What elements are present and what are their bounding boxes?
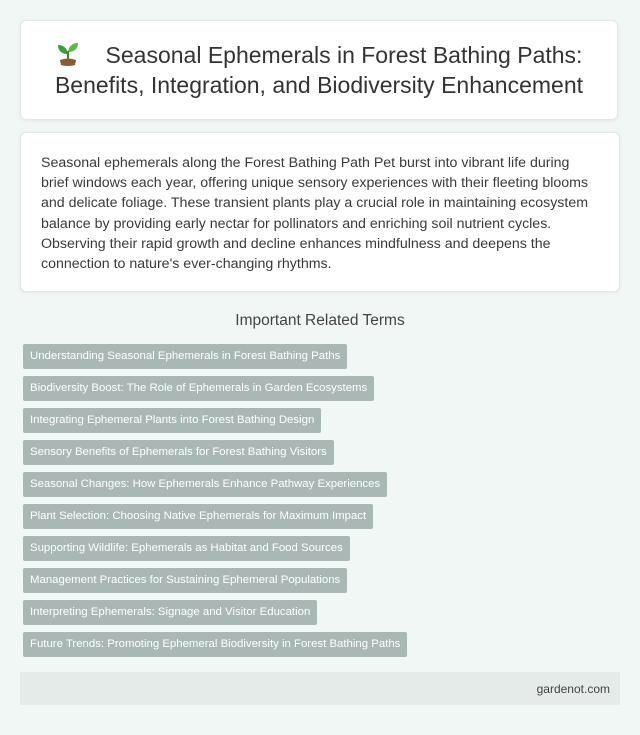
related-term-tag[interactable]: Interpreting Ephemerals: Signage and Visitor Education [23,600,317,625]
related-term-tag[interactable]: Biodiversity Boost: The Role of Ephemerals in Garden Ecosystems [23,376,374,401]
intro-card [20,132,620,292]
related-terms-heading: Important Related Terms [235,312,405,329]
related-term-tag[interactable]: Seasonal Changes: How Ephemerals Enhance Pathway Experiences [23,472,387,497]
page-title [21,40,617,100]
related-terms-list [23,344,623,664]
page-title-text: Seasonal Ephemerals in Forest Bathing Paths: Benefits, Integration, and Biodiversity Enhancement [54,42,584,98]
footer [20,672,620,705]
footer-site-name: gardenot.com [536,681,610,696]
related-term-tag[interactable]: Sensory Benefits of Ephemerals for Forest Bathing Visitors [23,440,334,465]
related-term-tag[interactable]: Management Practices for Sustaining Ephemeral Populations [23,568,347,593]
seedling-icon [56,41,80,67]
intro-paragraph: Seasonal ephemerals along the Forest Bathing Path Pet burst into vibrant life during brief windows each year, offering unique sensory experiences with their fleeting blooms and delicate foliage. These transient plants play a crucial role in maintaining ecosystem balance by providing early nectar for pollinators and enriching soil nutrient cycles. Observing their rapid growth and decline enhances mindfulness and deepens the connection to nature's ever-changing rhythms. [41,155,589,273]
related-term-tag[interactable]: Supporting Wildlife: Ephemerals as Habitat and Food Sources [23,536,350,561]
related-term-tag[interactable]: Future Trends: Promoting Ephemeral Biodiversity in Forest Bathing Paths [23,632,407,657]
related-term-tag[interactable]: Integrating Ephemeral Plants into Forest Bathing Design [23,408,321,433]
title-card [20,20,618,120]
related-term-tag[interactable]: Understanding Seasonal Ephemerals in Forest Bathing Paths [23,344,347,369]
related-term-tag[interactable]: Plant Selection: Choosing Native Ephemerals for Maximum Impact [23,504,373,529]
